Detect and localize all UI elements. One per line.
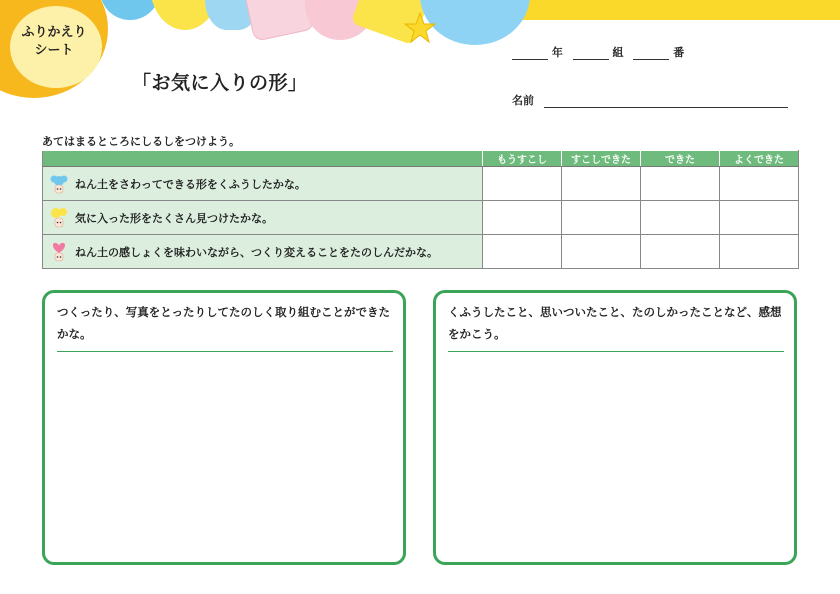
check-cell[interactable] bbox=[720, 167, 799, 201]
decor-blue-circle bbox=[100, 0, 160, 20]
page-title: 「お気に入りの形」 bbox=[132, 72, 308, 94]
check-cell[interactable] bbox=[483, 235, 562, 269]
checklist-instruction: あてはまるところにしるしをつけよう。 bbox=[42, 135, 240, 148]
name-field[interactable] bbox=[544, 96, 788, 108]
year-label: 年 bbox=[551, 46, 563, 59]
yellow-character-icon bbox=[49, 207, 69, 229]
reflection-divider bbox=[57, 351, 393, 352]
check-cell[interactable] bbox=[641, 201, 720, 235]
check-cell[interactable] bbox=[483, 167, 562, 201]
check-cell[interactable] bbox=[483, 201, 562, 235]
class-label: 組 bbox=[612, 46, 624, 59]
checklist-question-text: ねん土の感しょくを味わいながら、つくり変えることをたのしんだかな。 bbox=[75, 245, 438, 259]
check-cell[interactable] bbox=[720, 235, 799, 269]
checklist-header-blank bbox=[43, 151, 483, 167]
corner-label-line1: ふりかえり bbox=[21, 25, 87, 40]
reflection-divider bbox=[448, 351, 784, 352]
checklist-row bbox=[43, 167, 799, 201]
checklist-row bbox=[43, 201, 799, 235]
number-label: 番 bbox=[673, 46, 685, 59]
check-cell[interactable] bbox=[562, 235, 641, 269]
checklist-question bbox=[43, 201, 483, 235]
column-header: よくできた bbox=[720, 151, 799, 167]
check-cell[interactable] bbox=[562, 167, 641, 201]
year-field[interactable] bbox=[512, 48, 548, 60]
reflection-prompt-left: つくったり、写真をとったりしてたのしく取り組むことができたかな。 bbox=[57, 305, 391, 341]
top-yellow-band bbox=[520, 0, 840, 20]
reflection-box-left[interactable] bbox=[42, 290, 406, 565]
column-header: できた bbox=[641, 151, 720, 167]
student-name-line bbox=[512, 92, 788, 108]
checklist-table bbox=[42, 150, 799, 269]
checklist-question-text: 気に入った形をたくさん見つけたかな。 bbox=[75, 211, 273, 225]
number-field[interactable] bbox=[633, 48, 669, 60]
class-field[interactable] bbox=[573, 48, 609, 60]
name-label: 名前 bbox=[512, 94, 534, 107]
blue-character-icon bbox=[49, 173, 69, 195]
check-cell[interactable] bbox=[720, 201, 799, 235]
reflection-box-right[interactable] bbox=[433, 290, 797, 565]
student-class-line bbox=[512, 44, 684, 60]
checklist-question-text: ねん土をさわってできる形をくふうしたかな。 bbox=[75, 177, 306, 191]
pink-heart-character-icon bbox=[49, 241, 69, 263]
column-header: すこしできた bbox=[562, 151, 641, 167]
decor-blue-large-circle bbox=[420, 0, 530, 45]
checklist-question bbox=[43, 235, 483, 269]
checklist-row bbox=[43, 235, 799, 269]
star-icon bbox=[404, 12, 436, 44]
checklist-header-row bbox=[43, 151, 799, 167]
corner-label bbox=[14, 24, 94, 60]
checklist-question bbox=[43, 167, 483, 201]
corner-label-line2: シート bbox=[34, 43, 74, 58]
reflection-prompt-right: くふうしたこと、思いついたこと、たのしかったことなど、感想をかこう。 bbox=[448, 305, 782, 341]
column-header: もうすこし bbox=[483, 151, 562, 167]
check-cell[interactable] bbox=[641, 235, 720, 269]
check-cell[interactable] bbox=[562, 201, 641, 235]
check-cell[interactable] bbox=[641, 167, 720, 201]
